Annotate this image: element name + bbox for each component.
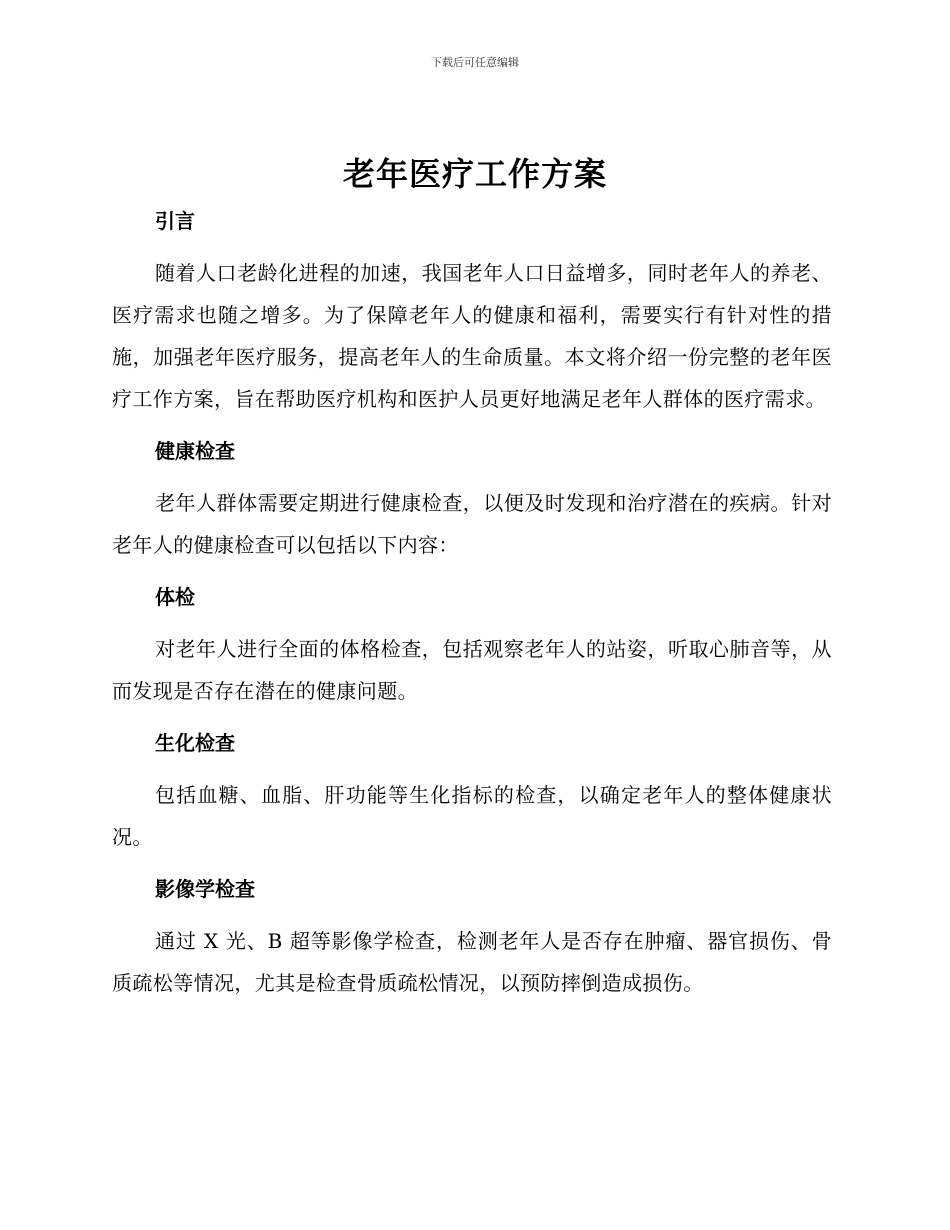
section-paragraph: 随着人口老龄化进程的加速，我国老年人口日益增多，同时老年人的养老、医疗需求也随之增多。为了保障老年人的健康和福利，需要实行有针对性的措施，加强老年医疗服务，提高老年人的生命质量。本文将介绍一份完整的老年医疗工作方案，旨在帮助医疗机构和医护人员更好地满足老年人群体的医疗需求。 (112, 261, 832, 411)
section-heading: 生化检查 (155, 731, 235, 755)
header-note: 下载后可任意编辑 (431, 56, 519, 69)
section-health-check (112, 430, 832, 566)
section-paragraph: 通过 X 光、B 超等影像学检查，检测老年人是否存在肿瘤、器官损伤、骨质疏松等情况，尤其是检查骨质疏松情况，以预防摔倒造成损伤。 (112, 929, 832, 995)
section-intro (112, 200, 832, 420)
document-body (112, 200, 832, 1004)
section-heading: 引言 (155, 209, 195, 233)
section-heading: 影像学检查 (155, 877, 255, 901)
section-heading: 体检 (155, 585, 195, 609)
section-physical-exam (112, 576, 832, 712)
section-paragraph: 包括血糖、血脂、肝功能等生化指标的检查，以确定老年人的整体健康状况。 (112, 783, 832, 849)
section-imaging-exam (112, 868, 832, 1004)
section-paragraph: 老年人群体需要定期进行健康检查，以便及时发现和治疗潜在的疾病。针对老年人的健康检查可以包括以下内容： (112, 491, 832, 557)
page-title: 老年医疗工作方案 (342, 155, 607, 193)
section-heading: 健康检查 (155, 439, 235, 463)
section-paragraph: 对老年人进行全面的体格检查，包括观察老年人的站姿，听取心肺音等，从而发现是否存在潜在的健康问题。 (112, 637, 832, 703)
section-biochem-exam (112, 722, 832, 858)
